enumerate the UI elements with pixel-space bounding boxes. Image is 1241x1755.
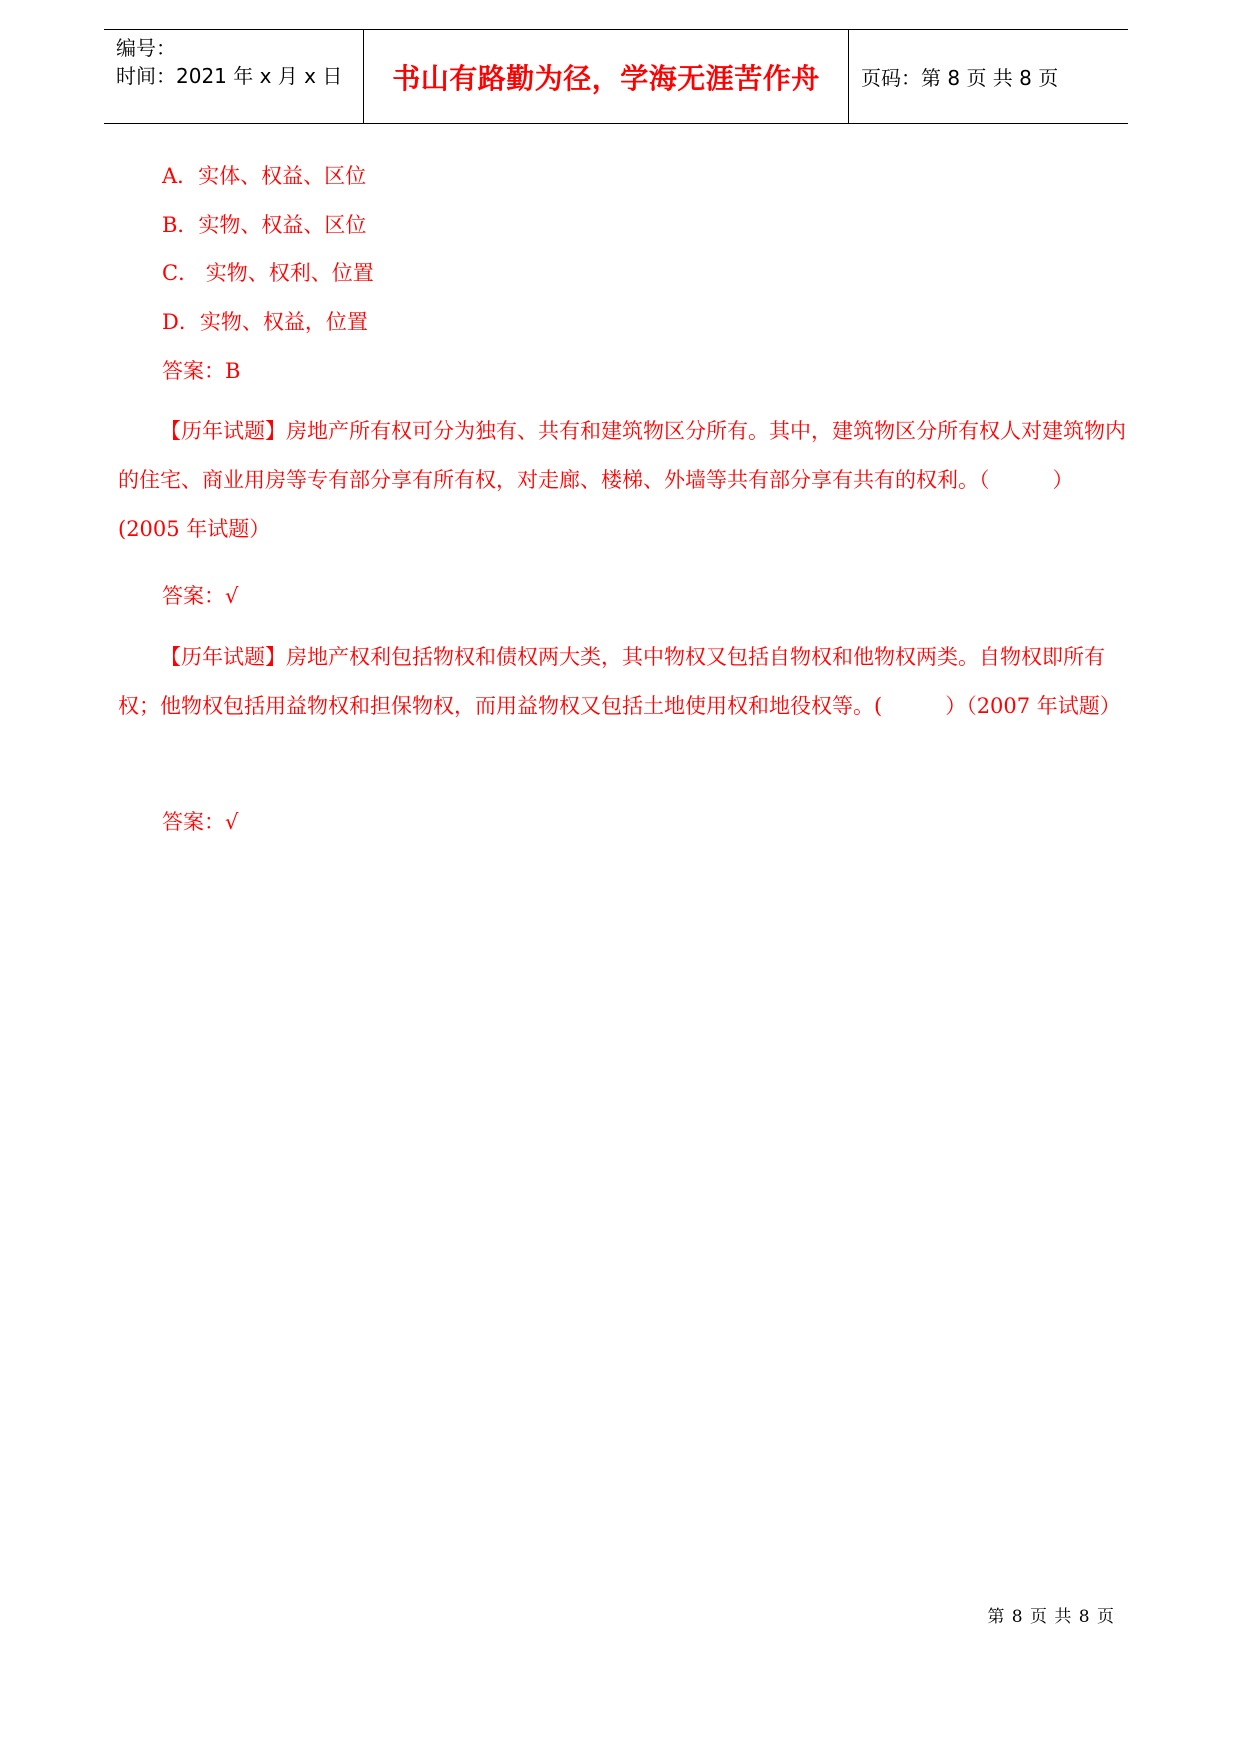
answer-3: 答案：√ xyxy=(162,810,239,834)
question-3-text: 【历年试题】房地产权利包括物权和债权两大类，其中物权又包括自物权和他物权两类。自物权即所有权；他物权包括用益物权和担保物权，而用益物权又包括土地使用权和地役权等。( ）（2007 年试题） xyxy=(118,645,1121,718)
answer-1: 答案：B xyxy=(162,359,241,383)
option-b: B．实物、权益、区位 xyxy=(162,213,367,237)
page-label: 页码：第 8 页 共 8 页 xyxy=(861,66,1059,90)
header-meta xyxy=(104,30,364,123)
answer-2: 答案：√ xyxy=(162,584,239,608)
header-motto-cell xyxy=(364,30,849,123)
option-d: D．实物、权益，位置 xyxy=(162,310,368,334)
time-label: 时间：2021 年 x 月 x 日 xyxy=(116,64,343,88)
question-2-text: 【历年试题】房地产所有权可分为独有、共有和建筑物区分所有。其中，建筑物区分所有权人对建筑物内的住宅、商业用房等专有部分享有所有权，对走廊、楼梯、外墙等共有部分享有共有的权利。（ ）(2005 年试题） xyxy=(118,419,1126,541)
header-page-cell xyxy=(849,30,1128,123)
option-a: A．实体、权益、区位 xyxy=(162,164,367,188)
option-c: C． 实物、权利、位置 xyxy=(162,261,374,285)
motto: 书山有路勤为径，学海无涯苦作舟 xyxy=(392,61,820,95)
page-footer: 第 8 页 共 8 页 xyxy=(987,1607,1115,1627)
page-header xyxy=(104,29,1128,124)
number-label: 编号： xyxy=(116,36,176,60)
